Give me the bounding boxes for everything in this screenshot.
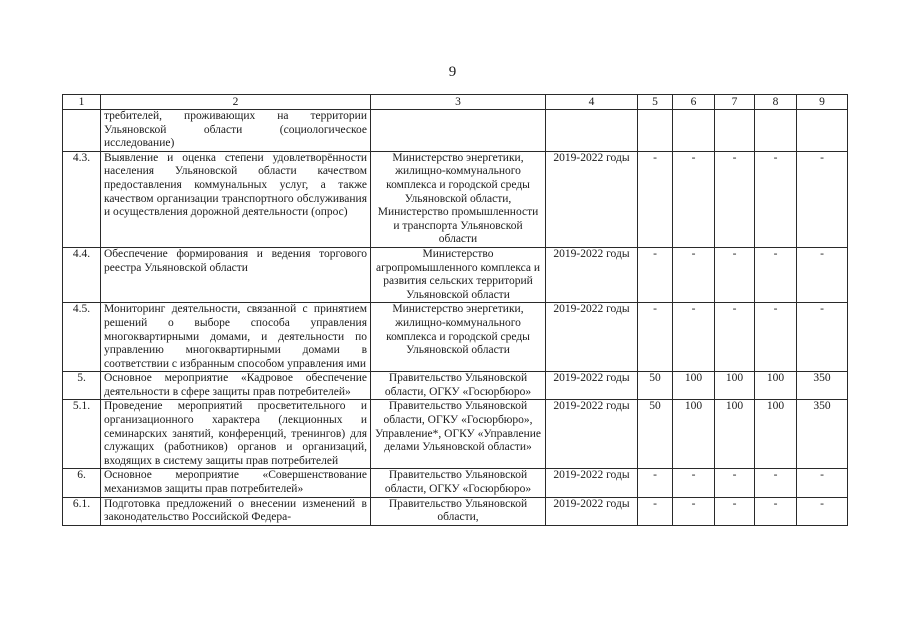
row-number: 6. (63, 469, 101, 497)
responsible-executor: Министерство энергетики, жилищно-коммунального комплекса и городской среды Ульяновской области, Министерство промышленности и транспорта Ульяновской области (371, 151, 546, 247)
value-col-6: - (673, 303, 715, 372)
responsible-executor: Правительство Ульяновской области, (371, 497, 546, 525)
implementation-period: 2019-2022 годы (546, 372, 638, 400)
value-col-6: - (673, 497, 715, 525)
value-col-7: - (715, 497, 755, 525)
header-row (63, 95, 848, 110)
value-col-7: - (715, 151, 755, 247)
responsible-executor: Правительство Ульяновской области, ОГКУ «Госюрбюро» (371, 372, 546, 400)
row-number: 5.1. (63, 400, 101, 469)
program-activities-table (62, 94, 848, 526)
value-col-9: - (797, 247, 848, 302)
value-col-8: 100 (755, 372, 797, 400)
implementation-period: 2019-2022 годы (546, 303, 638, 372)
activity-description: Проведение мероприятий просветительного и организационного характера (лекционных и семинарских занятий, конференций, тренингов) для служащих (работников) органов и организаций, входящих в систему защиты прав потребителей (101, 400, 371, 469)
row-number (63, 110, 101, 152)
value-col-7: - (715, 469, 755, 497)
activity-description: Обеспечение формирования и ведения торгового реестра Ульяновской области (101, 247, 371, 302)
implementation-period: 2019-2022 годы (546, 400, 638, 469)
table-row (63, 247, 848, 302)
responsible-executor: Министерство агропромышленного комплекса и развития сельских территорий Ульяновской области (371, 247, 546, 302)
value-col-9: 350 (797, 400, 848, 469)
row-number: 5. (63, 372, 101, 400)
value-col-6: 100 (673, 400, 715, 469)
value-col-6: 100 (673, 372, 715, 400)
value-col-9: 350 (797, 372, 848, 400)
responsible-executor: Правительство Ульяновской области, ОГКУ «Госюрбюро» (371, 469, 546, 497)
value-col-7 (715, 110, 755, 152)
value-col-5: 50 (638, 400, 673, 469)
implementation-period (546, 110, 638, 152)
responsible-executor: Министерство энергетики, жилищно-коммунального комплекса и городской среды Ульяновской области (371, 303, 546, 372)
responsible-executor: Правительство Ульяновской области, ОГКУ «Госюрбюро», Управление*, ОГКУ «Управление делами Ульяновской области» (371, 400, 546, 469)
value-col-8: - (755, 247, 797, 302)
implementation-period: 2019-2022 годы (546, 151, 638, 247)
value-col-7: 100 (715, 400, 755, 469)
activity-description: Основное мероприятие «Кадровое обеспечение деятельности в сфере защиты прав потребителей» (101, 372, 371, 400)
row-number: 4.3. (63, 151, 101, 247)
value-col-5: 50 (638, 372, 673, 400)
value-col-8 (755, 110, 797, 152)
column-header-1: 1 (63, 95, 101, 110)
value-col-8: - (755, 303, 797, 372)
table-row (63, 303, 848, 372)
column-header-5: 5 (638, 95, 673, 110)
row-number: 6.1. (63, 497, 101, 525)
table-row (63, 400, 848, 469)
activity-description: Подготовка предложений о внесении изменений в законодательство Российской Федера- (101, 497, 371, 525)
table-row (63, 151, 848, 247)
page-number: 9 (448, 64, 457, 80)
implementation-period: 2019-2022 годы (546, 497, 638, 525)
value-col-5 (638, 110, 673, 152)
column-header-8: 8 (755, 95, 797, 110)
table-row (63, 497, 848, 525)
value-col-9: - (797, 151, 848, 247)
responsible-executor (371, 110, 546, 152)
value-col-6: - (673, 247, 715, 302)
value-col-8: 100 (755, 400, 797, 469)
row-number: 4.4. (63, 247, 101, 302)
activity-description: требителей, проживающих на территории Ульяновской области (социологическое исследование) (101, 110, 371, 152)
table-row (63, 372, 848, 400)
value-col-7: - (715, 303, 755, 372)
value-col-7: 100 (715, 372, 755, 400)
value-col-7: - (715, 247, 755, 302)
row-number: 4.5. (63, 303, 101, 372)
value-col-9: - (797, 303, 848, 372)
value-col-5: - (638, 469, 673, 497)
value-col-9 (797, 110, 848, 152)
activity-description: Основное мероприятие «Совершенствование механизмов защиты прав потребителей» (101, 469, 371, 497)
value-col-6: - (673, 151, 715, 247)
implementation-period: 2019-2022 годы (546, 469, 638, 497)
table-row (63, 469, 848, 497)
table-row (63, 110, 848, 152)
column-header-3: 3 (371, 95, 546, 110)
value-col-9: - (797, 469, 848, 497)
implementation-period: 2019-2022 годы (546, 247, 638, 302)
column-header-4: 4 (546, 95, 638, 110)
value-col-5: - (638, 151, 673, 247)
column-header-6: 6 (673, 95, 715, 110)
value-col-8: - (755, 497, 797, 525)
value-col-6: - (673, 469, 715, 497)
value-col-5: - (638, 303, 673, 372)
value-col-5: - (638, 497, 673, 525)
value-col-8: - (755, 151, 797, 247)
value-col-9: - (797, 497, 848, 525)
column-header-7: 7 (715, 95, 755, 110)
column-header-2: 2 (101, 95, 371, 110)
value-col-6 (673, 110, 715, 152)
value-col-5: - (638, 247, 673, 302)
column-header-9: 9 (797, 95, 848, 110)
activity-description: Выявление и оценка степени удовлетворённости населения Ульяновской области качеством предоставления коммунальных услуг, а также качеством организации транспортного обслуживания и осуществления дорожной деятельности (опрос) (101, 151, 371, 247)
value-col-8: - (755, 469, 797, 497)
activity-description: Мониторинг деятельности, связанной с принятием решений о выборе способа управления многоквартирными домами, и деятельности по управлению многоквартирными домами в соответствии с избранным способом управления ими (101, 303, 371, 372)
